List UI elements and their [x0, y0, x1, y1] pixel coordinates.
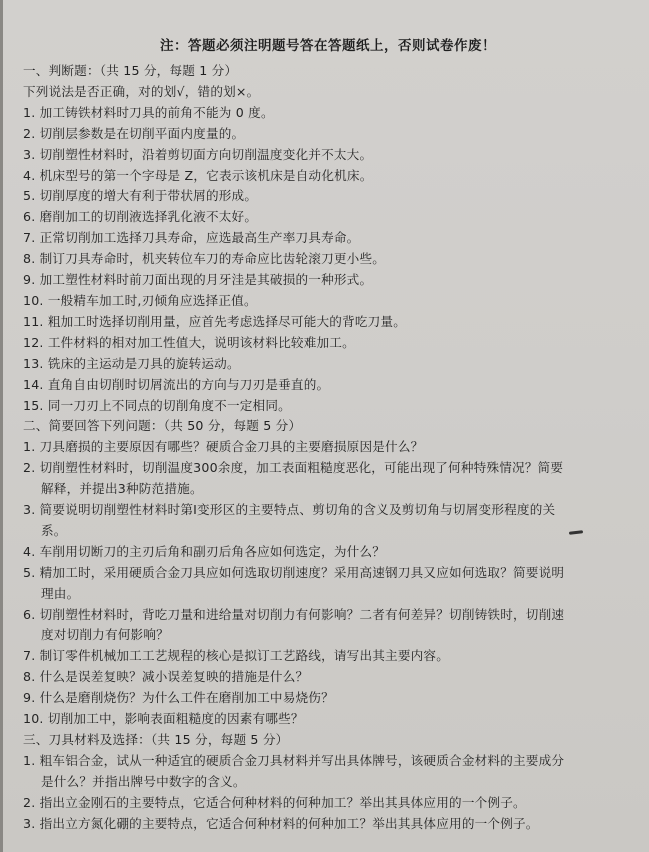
question-item: 9. 加工塑性材料时前刀面出现的月牙洼是其破损的一种形式。: [23, 272, 373, 288]
question-item: 1. 粗车铝合金，试从一种适宜的硬质合金刀具材料并写出具体牌号，该硬质合金材料的主要成分: [23, 752, 565, 768]
question-item: 1. 加工铸铁材料时刀具的前角不能为 0 度。: [23, 104, 274, 120]
question-item: 6. 切削塑性材料时，背吃刀量和进给量对切削力有何影响？二者有何差异？切削铸铁时，切削速: [23, 606, 565, 622]
section-heading: 三、刀具材料及选择：（共 15 分，每题 5 分）: [23, 732, 289, 747]
question-item: 4. 车削用切断刀的主刃后角和副刃后角各应如何选定，为什么？: [23, 543, 386, 559]
question-item: 1. 刀具磨损的主要原因有哪些？硬质合金刀具的主要磨损原因是什么？: [23, 439, 424, 455]
question-item: 6. 磨削加工的切削液选择乳化液不太好。: [23, 209, 258, 225]
question-continuation: 解释，并提出3种防范措施。: [41, 481, 203, 497]
question-continuation: 度对切削力有何影响？: [41, 627, 169, 643]
question-item: 8. 什么是误差复映？减小误差复映的措施是什么？: [23, 669, 309, 685]
question-item: 5. 精加工时，采用硬质合金刀具应如何选取切削速度？采用高速钢刀具又应如何选取？简要说明: [23, 564, 565, 580]
section-heading: 一、判断题：（共 15 分，每题 1 分）: [23, 63, 238, 78]
section-judgement: [23, 61, 633, 416]
question-item: 4. 机床型号的第一个字母是 Z，它表示该机床是自动化机床。: [23, 167, 373, 183]
question-item: 12. 工件材料的相对加工性值大，说明该材料比较难加工。: [23, 334, 355, 350]
question-item: 5. 切削厚度的增大有利于带状屑的形成。: [23, 188, 258, 204]
question-item: 2. 指出立金刚石的主要特点，它适合何种材料的何种加工？举出其具体应用的一个例子。: [23, 794, 526, 810]
section-tool-materials: [23, 730, 633, 835]
question-item: 13. 铣床的主运动是刀具的旋转运动。: [23, 355, 240, 371]
question-item: 14. 直角自由切削时切屑流出的方向与刀刃是垂直的。: [23, 376, 330, 392]
question-continuation: 系。: [41, 522, 67, 538]
instruction-text: 下列说法是否正确，对的划√，错的划×。: [23, 83, 260, 99]
question-item: 10. 切削加工中，影响表面粗糙度的因素有哪些？: [23, 711, 304, 727]
question-item: 10. 一般精车加工时,刃倾角应选择正值。: [23, 292, 257, 308]
question-item: 2. 切削层参数是在切削平面内度量的。: [23, 125, 245, 141]
question-item: 2. 切削塑性材料时，切削温度300余度，加工表面粗糙度恶化，可能出现了何种特殊情况？简要: [23, 460, 564, 476]
question-item: 3. 指出立方氮化硼的主要特点，它适合何种材料的何种加工？举出其具体应用的一个例子。: [23, 815, 539, 831]
question-item: 15. 同一刀刃上不同点的切削角度不一定相同。: [23, 397, 291, 413]
notice-header: 注：答题必须注明题号答在答题纸上，否则试卷作废！: [160, 38, 496, 54]
question-continuation: 理由。: [41, 585, 80, 601]
question-item: 9. 什么是磨削烧伤？为什么工件在磨削加工中易烧伤？: [23, 690, 334, 706]
question-item: 8. 制订刀具寿命时，机夹转位车刀的寿命应比齿轮滚刀更小些。: [23, 251, 386, 267]
question-item: 7. 制订零件机械加工工艺规程的核心是拟订工艺路线，请写出其主要内容。: [23, 648, 450, 664]
question-item: 3. 切削塑性材料时，沿着剪切面方向切削温度变化并不太大。: [23, 146, 373, 162]
section-heading: 二、简要回答下列问题：（共 50 分，每题 5 分）: [23, 418, 302, 434]
question-item: 3. 简要说明切削塑性材料时第Ⅰ变形区的主要特点、剪切角的含义及剪切角与切屑变形程度的关: [23, 502, 556, 518]
section-short-answer: [23, 416, 633, 730]
question-item: 11. 粗加工时选择切削用量，应首先考虑选择尽可能大的背吃刀量。: [23, 313, 407, 329]
question-continuation: 是什么？并指出牌号中数字的含义。: [41, 773, 246, 789]
question-item: 7. 正常切削加工选择刀具寿命，应选最高生产率刀具寿命。: [23, 230, 360, 246]
